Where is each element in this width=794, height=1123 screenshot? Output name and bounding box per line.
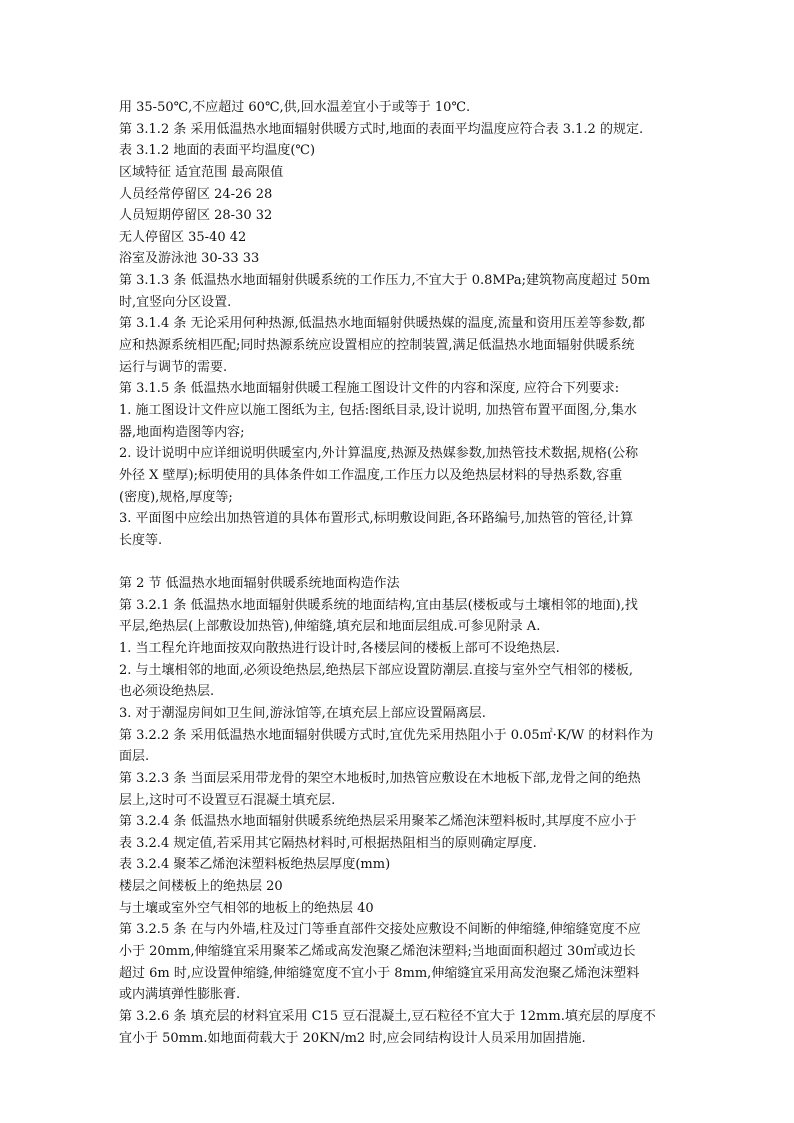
- text-line: 3. 平面图中应绘出加热管道的具体布置形式,标明敷设间距,各环路编号,加热管的管径,计算: [119, 511, 634, 527]
- text-line: 面层.: [119, 749, 150, 765]
- text-line: 第 2 节 低温热水地面辐射供暖系统地面构造作法: [119, 576, 400, 592]
- text-line: 表 3.2.4 规定值,若采用其它隔热材料时,可根据热阻相当的原则确定厚度.: [119, 835, 537, 851]
- text-line: 浴室及游泳池 30-33 33: [119, 251, 260, 267]
- text-line: 第 3.2.2 条 采用低温热水地面辐射供暖方式时,宜优先采用热阻小于 0.05㎡·K/W 的材料作为: [119, 727, 654, 743]
- text-line: 人员经常停留区 24-26 28: [119, 186, 273, 202]
- text-line: 第 3.2.3 条 当面层采用带龙骨的架空木地板时,加热管应敷设在木地板下部,龙骨之间的绝热: [119, 770, 641, 786]
- text-line: 区域特征 适宜范围 最高限值: [119, 164, 284, 180]
- text-line: 平层,绝热层(上部敷设加热管),伸缩缝,填充层和地面层组成.可参见附录 A.: [119, 619, 541, 635]
- text-line: 人员短期停留区 28-30 32: [119, 208, 273, 224]
- text-line: 1. 施工图设计文件应以施工图纸为主, 包括:图纸目录,设计说明, 加热管布置平面图,分,集水: [119, 402, 637, 418]
- text-line: 时,宜竖向分区设置.: [119, 294, 232, 310]
- text-line: 第 3.1.2 条 采用低温热水地面辐射供暖方式时,地面的表面平均温度应符合表 3.1.2 的规定.: [119, 121, 644, 137]
- text-line: 第 3.1.3 条 低温热水地面辐射供暖系统的工作压力,不宜大于 0.8MPa;建筑物高度超过 50m: [119, 273, 651, 289]
- text-line: 运行与调节的需要.: [119, 359, 228, 375]
- text-line: 3. 对于潮湿房间如卫生间,游泳馆等,在填充层上部应设置隔离层.: [119, 705, 486, 721]
- text-line: 器,地面构造图等内容;: [119, 424, 245, 440]
- document-page: [119, 97, 679, 1049]
- text-line: 第 3.1.5 条 低温热水地面辐射供暖工程施工图设计文件的内容和深度, 应符合下列要求:: [119, 381, 620, 397]
- text-line: 楼层之间楼板上的绝热层 20: [119, 879, 283, 895]
- text-line: 外径 X 壁厚);标明使用的具体条件如工作温度,工作压力以及绝热层材料的导热系数,容重: [119, 467, 623, 483]
- text-line: 第 3.2.6 条 填充层的材料宜采用 C15 豆石混凝土,豆石粒径不宜大于 12mm.填充层的厚度不: [119, 1008, 656, 1024]
- blank-line: [119, 551, 679, 573]
- text-line: 第 3.1.4 条 无论采用何种热源,低温热水地面辐射供暖热媒的温度,流量和资用压差等参数,都: [119, 316, 645, 332]
- text-line: 小于 20mm,伸缩缝宜采用聚苯乙烯或高发泡聚乙烯泡沫塑料;当地面面积超过 30㎡或边长: [119, 943, 636, 959]
- text-line: 也必须设绝热层.: [119, 684, 215, 700]
- text-line: 2. 设计说明中应详细说明供暖室内,外计算温度,热源及热媒参数,加热管技术数据,规格(公称: [119, 446, 639, 462]
- text-line: 2. 与土壤相邻的地面,必须设绝热层,绝热层下部应设置防潮层.直接与室外空气相邻的楼板,: [119, 662, 634, 678]
- text-line: 宜小于 50mm.如地面荷载大于 20KN/m2 时,应会同结构设计人员采用加固措施.: [119, 1030, 586, 1046]
- text-line: 表 3.1.2 地面的表面平均温度(℃): [119, 143, 316, 159]
- text-line: 用 35-50℃,不应超过 60℃,供,回水温差宜小于或等于 10℃.: [119, 100, 471, 115]
- text-line: 表 3.2.4 聚苯乙烯泡沫塑料板绝热层厚度(mm): [119, 857, 391, 873]
- text-line: 或内满填弹性膨胀膏.: [119, 987, 241, 1003]
- text-line: (密度),规格,厚度等;: [119, 489, 233, 505]
- text-line: 第 3.2.4 条 低温热水地面辐射供暖系统绝热层采用聚苯乙烯泡沫塑料板时,其厚度不应小于: [119, 814, 637, 830]
- text-line: 层上,这时可不设置豆石混凝土填充层.: [119, 792, 336, 808]
- text-line: 应和热源系统相匹配;同时热源系统应设置相应的控制装置,满足低温热水地面辐射供暖系统: [119, 338, 635, 354]
- text-line: 无人停留区 35-40 42: [119, 229, 247, 245]
- text-line: 第 3.2.1 条 低温热水地面辐射供暖系统的地面结构,宜由基层(楼板或与土壤相邻的地面),找: [119, 597, 638, 613]
- text-line: 与土壤或室外空气相邻的地板上的绝热层 40: [119, 900, 374, 916]
- text-line: 超过 6m 时,应设置伸缩缝,伸缩缝宽度不宜小于 8mm,伸缩缝宜采用高发泡聚乙烯泡沫塑料: [119, 965, 640, 981]
- text-line: 第 3.2.5 条 在与内外墙,柱及过门等垂直部件交接处应敷设不间断的伸缩缝,伸缩缝宽度不应: [119, 922, 641, 938]
- text-line: 1. 当工程允许地面按双向散热进行设计时,各楼层间的楼板上部可不设绝热层.: [119, 641, 560, 657]
- text-line: 长度等.: [119, 532, 163, 548]
